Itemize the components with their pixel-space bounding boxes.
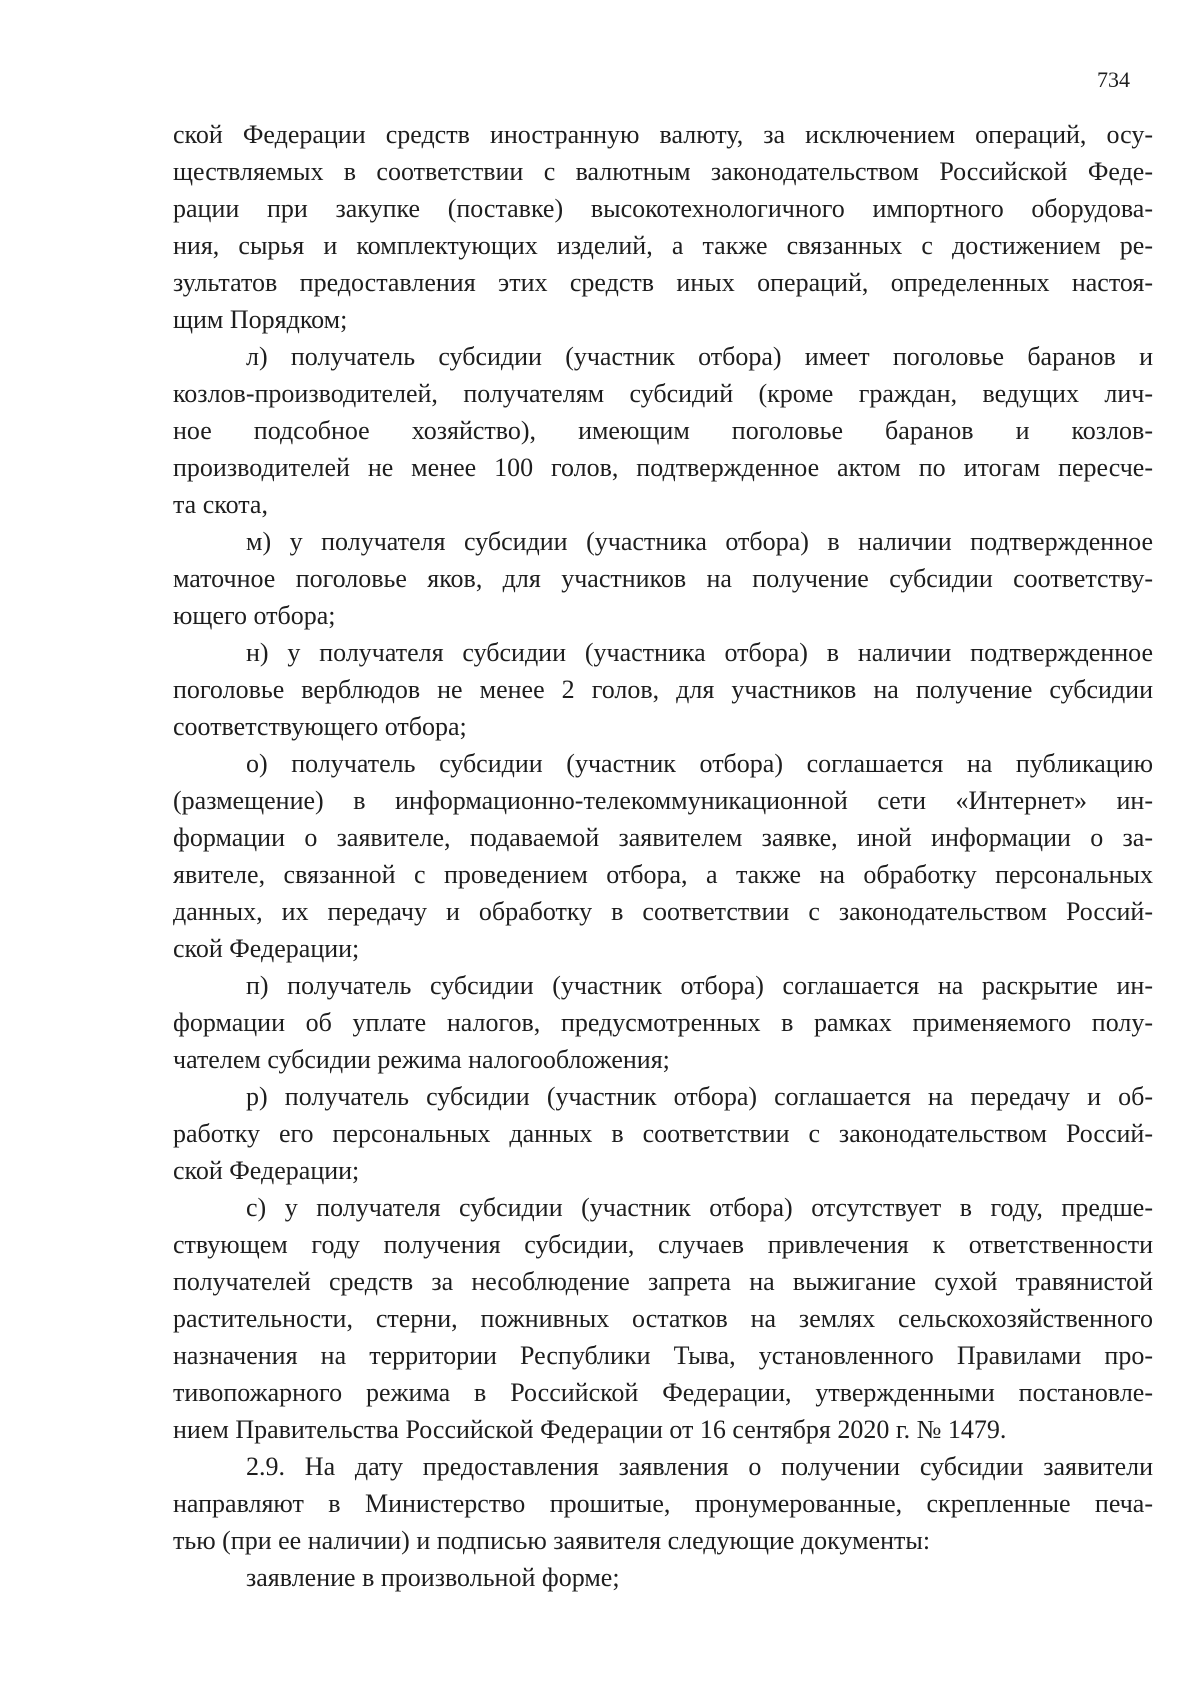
- text-line: 2.9. На дату предоставления заявления о получении субсидии заявители: [246, 1452, 1153, 1481]
- text-line: ное подсобное хозяйство), имеющим поголовье баранов и козлов-: [173, 416, 1153, 445]
- text-line: данных, их передачу и обработку в соответствии с законодательством Россий-: [173, 897, 1153, 926]
- text-line: работку его персональных данных в соответствии с законодательством Россий-: [173, 1119, 1153, 1148]
- text-line: направляют в Министерство прошитые, пронумерованные, скрепленные печа-: [173, 1489, 1153, 1518]
- text-line: п) получатель субсидии (участник отбора) соглашается на раскрытие ин-: [246, 971, 1153, 1000]
- text-line: та скота,: [173, 490, 268, 519]
- text-line: (размещение) в информационно-телекоммуникационной сети «Интернет» ин-: [173, 786, 1153, 815]
- text-line: о) получатель субсидии (участник отбора) соглашается на публикацию: [246, 749, 1153, 778]
- text-line: назначения на территории Республики Тыва, установленного Правилами про-: [173, 1341, 1153, 1370]
- text-line: ской Федерации;: [173, 934, 360, 963]
- text-line: с) у получателя субсидии (участник отбора) отсутствует в году, предше-: [246, 1193, 1153, 1222]
- text-line: н) у получателя субсидии (участника отбора) в наличии подтвержденное: [246, 638, 1153, 667]
- page-number: 734: [1097, 67, 1130, 92]
- text-line: ния, сырья и комплектующих изделий, а также связанных с достижением ре-: [173, 231, 1153, 260]
- text-line: тивопожарного режима в Российской Федерации, утвержденными постановле-: [173, 1378, 1153, 1407]
- text-line: ющего отбора;: [173, 601, 336, 630]
- text-line: зультатов предоставления этих средств иных операций, определенных настоя-: [173, 268, 1153, 297]
- text-line: л) получатель субсидии (участник отбора) имеет поголовье баранов и: [246, 342, 1153, 371]
- text-line: ской Федерации средств иностранную валюту, за исключением операций, осу-: [173, 120, 1153, 149]
- text-line: получателей средств за несоблюдение запрета на выжигание сухой травянистой: [173, 1267, 1153, 1296]
- text-line: формации об уплате налогов, предусмотренных в рамках применяемого полу-: [173, 1008, 1153, 1037]
- text-line: р) получатель субсидии (участник отбора) соглашается на передачу и об-: [246, 1082, 1153, 1111]
- text-line: ской Федерации;: [173, 1156, 360, 1185]
- text-line: рации при закупке (поставке) высокотехнологичного импортного оборудова-: [173, 194, 1153, 223]
- text-line: щим Порядком;: [173, 305, 348, 334]
- text-line: чателем субсидии режима налогообложения;: [173, 1045, 670, 1074]
- text-line: тью (при ее наличии) и подписью заявителя следующие документы:: [173, 1526, 931, 1555]
- text-line: ствующем году получения субсидии, случаев привлечения к ответственности: [173, 1230, 1153, 1259]
- text-line: производителей не менее 100 голов, подтвержденное актом по итогам пересче-: [173, 453, 1153, 482]
- text-line: растительности, стерни, пожнивных остатков на землях сельскохозяйственного: [173, 1304, 1153, 1333]
- text-line: заявление в произвольной форме;: [246, 1563, 620, 1592]
- text-line: нием Правительства Российской Федерации от 16 сентября 2020 г. № 1479.: [173, 1415, 1007, 1444]
- text-line: формации о заявителе, подаваемой заявителем заявке, иной информации о за-: [173, 823, 1153, 852]
- text-line: м) у получателя субсидии (участника отбора) в наличии подтвержденное: [246, 527, 1153, 556]
- text-line: явителе, связанной с проведением отбора, а также на обработку персональных: [173, 860, 1153, 889]
- text-line: маточное поголовье яков, для участников на получение субсидии соответству-: [173, 564, 1153, 593]
- text-line: ществляемых в соответствии с валютным законодательством Российской Феде-: [173, 157, 1153, 186]
- text-line: поголовье верблюдов не менее 2 голов, для участников на получение субсидии: [173, 675, 1153, 704]
- text-line: козлов-производителей, получателям субсидий (кроме граждан, ведущих лич-: [173, 379, 1153, 408]
- text-line: соответствующего отбора;: [173, 712, 467, 741]
